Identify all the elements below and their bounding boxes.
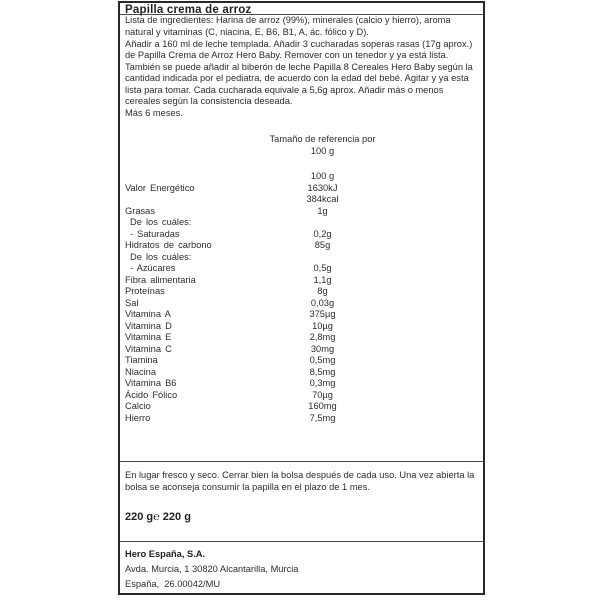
nutrition-row-label: Tiamina — [125, 355, 158, 365]
nutrition-row — [120, 321, 483, 333]
nutrition-column-header: 100 g — [310, 171, 335, 181]
nutrition-row-label: Hierro — [125, 412, 151, 423]
manufacturer-country-registration: España, 26.00042/MU — [125, 579, 221, 589]
nutrition-row-label: Grasas — [125, 205, 155, 216]
nutrition-row — [120, 252, 483, 264]
nutrition-row-label: Vitamina E — [125, 332, 172, 342]
nutrition-column-header-row — [120, 171, 483, 183]
nutrition-row-label: Valor Energético — [125, 182, 195, 193]
nutrition-row-value: 1g — [317, 205, 328, 216]
nutrition-row — [120, 183, 483, 195]
nutrition-row-value: 1630kJ — [307, 182, 338, 193]
nutrition-row — [120, 367, 483, 379]
divider-above-storage — [120, 461, 483, 462]
nutrition-row — [120, 378, 483, 390]
nutrition-header-line1: Tamaño de referencia por — [269, 134, 376, 144]
age-recommendation-text: Más 6 meses. — [125, 108, 183, 118]
nutrition-row-value: 2,8mg — [309, 332, 336, 342]
nutrition-row-label: Sal — [125, 297, 139, 308]
nutrition-row-value: 0,2g — [313, 228, 332, 239]
nutrition-row — [120, 390, 483, 402]
nutrition-row — [120, 194, 483, 206]
nutrition-rows — [120, 183, 483, 425]
nutrition-row — [120, 344, 483, 356]
nutrition-column-header-spacer — [120, 171, 260, 183]
nutrition-row — [120, 332, 483, 344]
nutrition-row — [120, 229, 483, 241]
manufacturer-block — [120, 547, 483, 592]
nutrition-row — [120, 413, 483, 425]
net-weight: 220 g℮ 220 g — [125, 511, 191, 523]
nutrition-row-value: 30mg — [310, 343, 335, 354]
nutrition-row-value: 0,3mg — [309, 378, 336, 388]
nutrition-row-label: Vitamina B6 — [125, 378, 177, 388]
nutrition-table — [120, 134, 483, 424]
storage-instructions-text: En lugar fresco y seco. Cerrar bien la bolsa después de cada uso. Una vez abierta la bolsa se aconseja consumir la papilla en el plazo de 1 mes. — [125, 470, 475, 492]
label-body-text — [120, 15, 483, 120]
nutrition-row-label: Fibra alimentaria — [125, 274, 196, 285]
nutrition-row-label: Vitamina D — [125, 320, 172, 331]
nutrition-row-value — [260, 217, 385, 229]
nutrition-row-label: - Azúcares — [130, 263, 176, 273]
product-title: Papilla crema de arroz — [120, 3, 483, 15]
nutrition-row — [120, 309, 483, 321]
nutrition-row-value: 70µg — [312, 389, 333, 400]
nutrition-row-value: 160mg — [308, 401, 337, 411]
nutrition-row-label: Vitamina C — [125, 343, 172, 354]
nutrition-row-label: Proteínas — [125, 286, 165, 296]
product-label-box — [118, 1, 485, 595]
nutrition-row — [120, 217, 483, 229]
nutrition-row-value: 7,5mg — [309, 412, 336, 423]
nutrition-table-header — [162, 134, 483, 157]
nutrition-row-label: Vitamina A — [125, 309, 171, 319]
nutrition-row-value — [260, 252, 385, 264]
nutrition-row-value: 8,5mg — [309, 366, 336, 377]
nutrition-row-value: 10µg — [312, 320, 333, 331]
nutrition-row-value: 375µg — [309, 309, 336, 319]
nutrition-row-label: De los cuáles: — [130, 217, 192, 227]
preparation-text: Añadir a 160 ml de leche templada. Añadir 3 cucharadas soperas rasas (17g aprox.) de Papilla Crema de Arroz Hero Baby. Remover con un tenedor y ya está lista. También se puede añadir al biberón de leche Papilla 8 Cereales Hero Baby según la cantidad indicada por el pediatra, de acuerdo con la edad del bebé. Agitar y ya esta lista para tomar. Cada cucharada equivale a 5,6g aprox. Añadir más o menos cereales según la consistencia deseada. — [125, 38, 473, 106]
nutrition-row-label — [120, 194, 260, 206]
nutrition-row-value: 0,5g — [313, 263, 332, 273]
nutrition-row-label: Niacina — [125, 366, 157, 377]
nutrition-row — [120, 240, 483, 252]
nutrition-row-value: 8g — [317, 286, 328, 296]
nutrition-row-value: 1,1g — [313, 274, 332, 285]
nutrition-header-line2: 100 g — [310, 145, 335, 156]
manufacturer-address: Avda. Murcia, 1 30820 Alcantarilla, Murcia — [125, 564, 299, 574]
nutrition-row-label: De los cuáles: — [130, 251, 192, 262]
nutrition-row-value: 0,03g — [310, 297, 335, 308]
ingredients-text: Lista de ingredientes: Harina de arroz (99%), minerales (calcio y hierro), aroma natural y vitaminas (C, niacina, E, B6, B1, A, ác. fólico y D). — [125, 15, 451, 37]
manufacturer-name: Hero España, S.A. — [125, 549, 206, 559]
nutrition-row — [120, 263, 483, 275]
nutrition-row-label: Ácido Fólico — [125, 389, 178, 400]
nutrition-row — [120, 401, 483, 413]
nutrition-row — [120, 355, 483, 367]
nutrition-row-label: Hidratos de carbono — [125, 240, 212, 250]
nutrition-row — [120, 206, 483, 218]
nutrition-row — [120, 298, 483, 310]
nutrition-row-value: 384kcal — [306, 194, 339, 204]
nutrition-row-label: - Saturadas — [130, 228, 180, 239]
nutrition-row — [120, 286, 483, 298]
nutrition-row-value: 85g — [314, 240, 331, 250]
nutrition-row-label: Calcio — [125, 401, 151, 411]
nutrition-row-value: 0,5mg — [309, 355, 336, 365]
divider-above-manufacturer — [120, 541, 483, 542]
nutrition-row — [120, 275, 483, 287]
